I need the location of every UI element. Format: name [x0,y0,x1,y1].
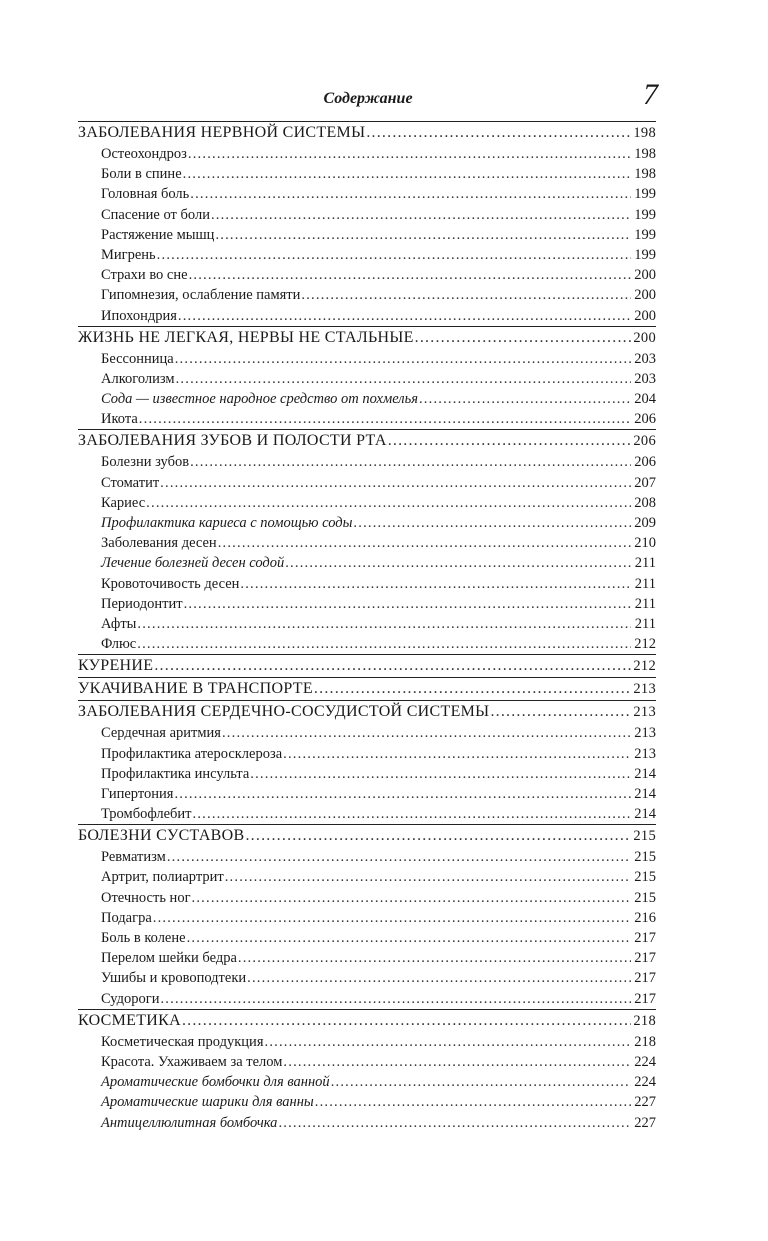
dot-leader [154,655,631,677]
entry-page-number: 217 [634,990,656,1007]
entry-page-number: 214 [634,785,656,802]
entry-page-number: 209 [634,515,656,531]
toc-entry[interactable] [78,744,656,764]
entry-title: Гипомнезия, ослабление памяти [101,287,301,304]
dot-leader [366,122,631,144]
page-number: 7 [643,78,658,111]
entry-page-number: 211 [634,555,656,572]
dot-leader [188,144,631,164]
entry-title: Растяжение мышц [101,226,215,243]
dot-leader [189,265,631,285]
entry-page-number: 208 [634,494,656,511]
chapter-title: ЗАБОЛЕВАНИЯ СЕРДЕЧНО-СОСУДИСТОЙ СИСТЕМЫ [78,703,490,721]
toc-entry[interactable] [78,1052,656,1072]
entry-title: Алкоголизм [101,370,175,387]
toc-section [78,824,656,1009]
entry-page-number: 217 [634,930,656,946]
chapter-page-number: 213 [633,704,656,721]
dot-leader [153,908,631,928]
toc-entry[interactable] [78,1032,656,1052]
dot-leader [190,184,631,204]
entry-title: Икота [101,411,138,428]
entry-title: Профилактика инсульта [101,765,250,782]
dot-leader [160,989,631,1009]
dot-leader [218,533,631,553]
chapter-row[interactable] [78,430,656,452]
toc-entry[interactable] [78,513,656,533]
page-header [78,78,658,118]
toc-entry[interactable] [78,804,656,824]
dot-leader [247,968,631,988]
chapter-row[interactable] [78,327,656,349]
entry-title: Ушибы и кровоподтеки [101,970,247,987]
dot-leader [192,888,631,908]
entry-title: Красота. Ухаживаем за телом [101,1053,283,1070]
entry-title: Сердечная аритмия [101,725,221,742]
toc-entry[interactable] [78,473,656,493]
entry-page-number: 210 [634,535,656,552]
toc-entry[interactable] [78,409,656,429]
toc-entry[interactable] [78,928,656,948]
dot-leader [301,285,631,305]
dot-leader [250,764,631,784]
toc-section [78,700,656,824]
chapter-page-number: 206 [633,433,656,450]
entry-page-number: 200 [634,307,656,324]
chapter-row[interactable] [78,122,656,144]
chapter-title: КУРЕНИЕ [78,657,154,675]
entry-title: Боль в колене [101,930,186,946]
chapter-title: ЖИЗНЬ НЕ ЛЕГКАЯ, НЕРВЫ НЕ СТАЛЬНЫЕ [78,328,414,346]
entry-page-number: 215 [634,869,656,886]
toc-section [78,654,656,677]
toc-entry[interactable] [78,225,656,245]
toc-entry[interactable] [78,533,656,553]
entry-page-number: 206 [634,411,656,428]
entry-title: Отечность ног [101,889,191,906]
dot-leader [331,1072,631,1092]
toc-section [78,326,656,430]
entry-page-number: 224 [634,1074,656,1091]
dot-leader [157,245,631,265]
entry-title: Страхи во сне [101,267,188,284]
dot-leader [187,928,631,948]
entry-title: Тромбофлебит [101,806,192,823]
chapter-page-number: 215 [633,828,656,845]
toc-entry[interactable] [78,594,656,614]
entry-page-number: 198 [634,146,656,162]
entry-page-number: 199 [634,246,656,263]
entry-page-number: 203 [634,370,656,387]
entry-title: Профилактика кариеса с помощью соды [101,515,353,531]
chapter-title: ЗАБОЛЕВАНИЯ ЗУБОВ И ПОЛОСТИ РТА [78,432,387,450]
toc-section [78,121,656,326]
dot-leader [240,574,631,594]
dot-leader [315,1092,631,1112]
entry-page-number: 203 [634,350,656,367]
toc-entry[interactable] [78,144,656,164]
dot-leader [160,473,631,493]
entry-title: Афты [101,615,137,632]
entry-title: Заболевания десен [101,535,217,552]
toc-entry[interactable] [78,164,656,184]
entry-title: Стоматит [101,474,160,491]
dot-leader [490,701,631,723]
toc-entry[interactable] [78,614,656,634]
entry-title: Судороги [101,990,160,1007]
chapter-row[interactable] [78,701,656,723]
entry-page-number: 200 [634,267,656,284]
dot-leader [137,614,631,634]
toc-entry[interactable] [78,245,656,265]
table-of-contents [78,121,656,1133]
toc-entry[interactable] [78,553,656,573]
entry-page-number: 199 [634,226,656,243]
dot-leader [283,744,631,764]
entry-page-number: 214 [634,806,656,823]
dot-leader [245,825,631,847]
dot-leader [238,948,631,968]
chapter-page-number: 198 [633,125,656,141]
entry-page-number: 216 [634,909,656,926]
toc-entry[interactable] [78,784,656,804]
toc-entry[interactable] [78,389,656,409]
entry-title: Лечение болезней десен содой [101,555,285,572]
entry-page-number: 218 [634,1033,656,1050]
chapter-row[interactable] [78,678,656,700]
dot-leader [190,452,631,472]
dot-leader [314,678,631,700]
dot-leader [193,804,631,824]
dot-leader [222,723,631,743]
toc-entry[interactable] [78,452,656,472]
chapter-page-number: 212 [633,658,656,675]
entry-title: Артрит, полиартрит [101,869,224,886]
chapter-title: ЗАБОЛЕВАНИЯ НЕРВНОЙ СИСТЕМЫ [78,124,366,141]
toc-entry[interactable] [78,285,656,305]
dot-leader [167,847,631,867]
dot-leader [283,1052,631,1072]
entry-page-number: 207 [634,474,656,491]
entry-page-number: 217 [634,950,656,967]
dot-leader [137,634,631,654]
dot-leader [174,784,631,804]
toc-entry[interactable] [78,908,656,928]
toc-entry[interactable] [78,1072,656,1092]
entry-title: Косметическая продукция [101,1033,264,1050]
entry-page-number: 224 [634,1053,656,1070]
toc-entry[interactable] [78,369,656,389]
toc-entry[interactable] [78,634,656,654]
dot-leader [178,306,631,326]
entry-title: Кровоточивость десен [101,575,240,592]
toc-entry[interactable] [78,867,656,887]
entry-page-number: 206 [634,454,656,471]
toc-entry[interactable] [78,1113,656,1133]
entry-page-number: 199 [634,186,656,203]
toc-entry[interactable] [78,1092,656,1112]
entry-title: Ипохондрия [101,307,177,324]
entry-title: Боли в спине [101,166,182,183]
entry-page-number: 211 [634,575,656,592]
entry-page-number: 211 [634,615,656,632]
entry-page-number: 215 [634,849,656,866]
entry-page-number: 198 [634,166,656,183]
entry-title: Профилактика атеросклероза [101,745,283,762]
entry-page-number: 199 [634,206,656,223]
entry-title: Мигрень [101,246,156,263]
dot-leader [278,1113,631,1133]
dot-leader [211,205,631,225]
dot-leader [265,1032,632,1052]
entry-title: Кариес [101,494,146,511]
entry-page-number: 211 [634,595,656,612]
entry-title: Болезни зубов [101,454,190,471]
entry-page-number: 214 [634,765,656,782]
dot-leader [175,349,631,369]
toc-entry[interactable] [78,184,656,204]
toc-entry[interactable] [78,574,656,594]
toc-entry[interactable] [78,764,656,784]
entry-title: Ревматизм [101,849,166,866]
toc-section [78,1009,656,1133]
chapter-title: КОСМЕТИКА [78,1011,181,1029]
entry-title: Подагра [101,909,152,926]
entry-title: Ароматические бомбочки для ванной [101,1074,330,1091]
dot-leader [225,867,631,887]
entry-page-number: 213 [634,745,656,762]
toc-entry[interactable] [78,989,656,1009]
entry-title: Гипертония [101,785,174,802]
chapter-row[interactable] [78,655,656,677]
chapter-page-number: 213 [633,681,656,698]
entry-page-number: 213 [634,725,656,742]
entry-page-number: 215 [634,889,656,906]
toc-entry[interactable] [78,493,656,513]
toc-entry[interactable] [78,948,656,968]
dot-leader [419,389,631,409]
entry-title: Бессонница [101,350,174,367]
dot-leader [182,1010,631,1032]
running-title: Содержание [323,90,413,107]
chapter-row[interactable] [78,1010,656,1032]
toc-entry[interactable] [78,847,656,867]
entry-title: Ароматические шарики для ванны [101,1094,314,1111]
toc-section [78,677,656,700]
dot-leader [388,430,631,452]
dot-leader [146,493,631,513]
toc-entry[interactable] [78,306,656,326]
dot-leader [285,553,631,573]
dot-leader [184,594,631,614]
dot-leader [176,369,631,389]
dot-leader [353,513,631,533]
chapter-row[interactable] [78,825,656,847]
entry-title: Головная боль [101,186,190,203]
entry-page-number: 227 [634,1094,656,1111]
dot-leader [215,225,631,245]
entry-title: Периодонтит [101,595,183,612]
entry-page-number: 217 [634,970,656,987]
toc-entry[interactable] [78,265,656,285]
entry-title: Сода — известное народное средство от похмелья [101,391,418,408]
chapter-title: БОЛЕЗНИ СУСТАВОВ [78,827,245,845]
entry-title: Перелом шейки бедра [101,950,237,967]
entry-page-number: 204 [634,391,656,408]
entry-title: Антицеллюлитная бомбочка [101,1114,278,1131]
chapter-page-number: 218 [633,1012,656,1029]
toc-entry[interactable] [78,205,656,225]
toc-entry[interactable] [78,349,656,369]
entry-page-number: 227 [634,1114,656,1131]
chapter-title: УКАЧИВАНИЕ В ТРАНСПОРТЕ [78,680,313,698]
chapter-page-number: 200 [633,329,656,346]
entry-title: Остеохондроз [101,146,187,162]
dot-leader [139,409,631,429]
dot-leader [415,327,631,349]
toc-entry[interactable] [78,888,656,908]
toc-entry[interactable] [78,968,656,988]
entry-page-number: 212 [634,636,656,653]
dot-leader [183,164,631,184]
entry-title: Спасение от боли [101,206,210,223]
entry-page-number: 200 [634,287,656,304]
toc-entry[interactable] [78,723,656,743]
entry-title: Флюс [101,636,137,653]
toc-section [78,429,656,654]
